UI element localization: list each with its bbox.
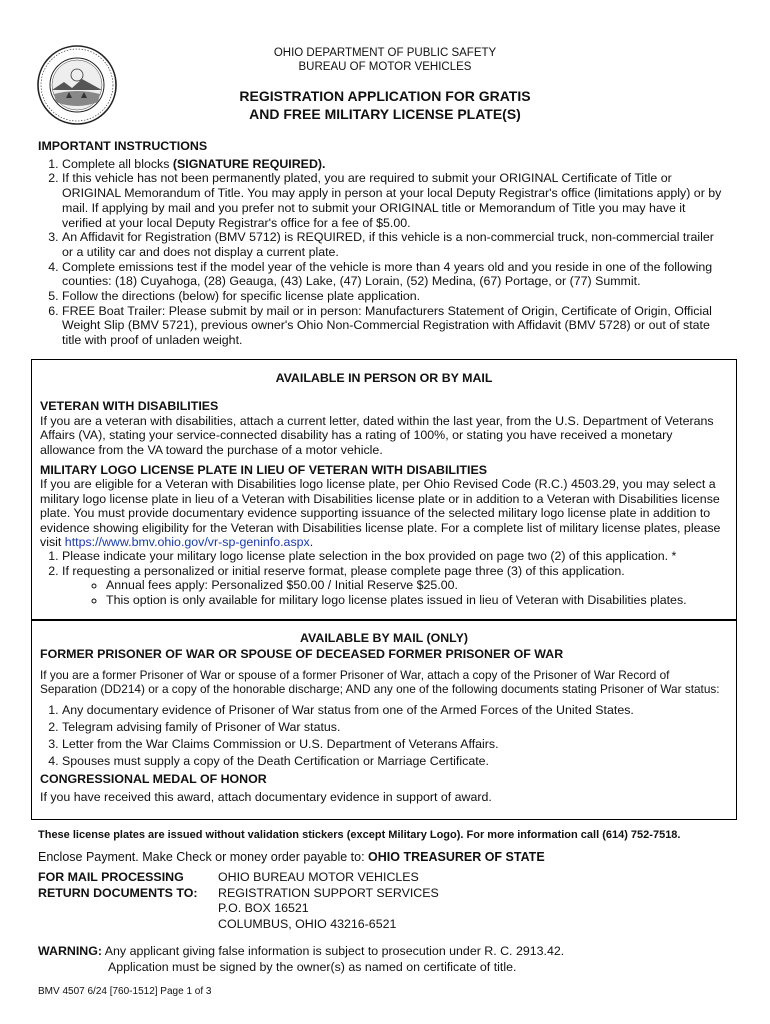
signature-required-text: (SIGNATURE REQUIRED). [172, 156, 326, 171]
instruction-item [62, 157, 728, 172]
mailing-label-line: FOR MAIL PROCESSING [38, 870, 184, 884]
bmv-link[interactable]: https://www.bmv.ohio.gov/vr-sp-geninfo.aspx [64, 535, 310, 550]
address-line: OHIO BUREAU MOTOR VEHICLES [218, 870, 419, 884]
period: . [309, 535, 314, 550]
medal-of-honor-text: If you have received this award, attach documentary evidence in support of award. [40, 790, 492, 805]
address-line: REGISTRATION SUPPORT SERVICES [218, 885, 439, 900]
form-title-line1: REGISTRATION APPLICATION FOR GRATIS [239, 88, 531, 104]
in-person-or-mail-section [31, 359, 737, 620]
important-instructions [38, 139, 728, 348]
list-item: 1. Please indicate your military logo license plate selection in the box provided on page two (2) of this application. * [62, 549, 728, 563]
payee-name: OHIO TREASURER OF STATE [368, 850, 545, 864]
mailing-address [218, 870, 518, 932]
list-item: 4. Spouses must supply a copy of the Death Certification or Marriage Certificate. [62, 753, 728, 770]
instruction-item: 3. An Affidavit for Registration (BMV 5712) is REQUIRED, if this vehicle is a non-commercial truck, non-commercial trailer or a utility car and does not display a current plate. [62, 230, 728, 259]
instructions-heading: IMPORTANT INSTRUCTIONS [38, 139, 208, 153]
veteran-text: If you are a veteran with disabilities, attach a current letter, dated within the last year, from the U.S. Department of Veterans Affairs (VA), stating your service-connected disability has a rating of 100%, or stating you have received a monetary allowance from the VA toward the purchase of a motor vehicle. [40, 413, 714, 457]
list-item: ◦ Annual fees apply: Personalized $50.00 / Initial Reserve $25.00. [106, 578, 728, 592]
mailing-label-line: RETURN DOCUMENTS TO: [38, 885, 198, 900]
instruction-item: 6. FREE Boat Trailer: Please submit by mail or in person: Manufacturers Statement of Origin, Certificate of Origin, Official Weight Slip (BMV 5721), previous owner's Ohio Non-Commercial Registration with Affidavit (BMV 5728) or out of state title with proof of unladen weight. [62, 304, 728, 348]
instruction-text: Complete all blocks [62, 156, 173, 171]
mail-only-section [31, 620, 737, 820]
address-line: P.O. BOX 16521 [218, 901, 309, 915]
military-logo-heading: MILITARY LOGO LICENSE PLATE IN LIEU OF VETERAN WITH DISABILITIES [40, 463, 487, 478]
medal-of-honor-heading: CONGRESSIONAL MEDAL OF HONOR [40, 771, 267, 786]
military-logo-body: If you are eligible for a Veteran with Disabilities logo license plate, per Ohio Revised Code (R.C.) 4503.29, you may select a military logo license plate in lieu of a Veteran with Disabilities license plate or in addition to a Veteran with Disabilities license plate. You must provide documentary evidence supporting issuance of the selected military logo license plate in addition to evidence showing eligibility for the Veteran with Disabilities license plate. For a complete list of military license plates, please visit [40, 477, 721, 550]
form-id: BMV 4507 6/24 [760-1512] Page 1 of 3 [38, 986, 212, 997]
bureau-name: BUREAU OF MOTOR VEHICLES [298, 61, 472, 73]
instruction-item: 4. Complete emissions test if the model year of the vehicle is more than 4 years old and you reside in one of the following counties: (18) Cuyahoga, (28) Geauga, (43) Lake, (47) Lorain, (52) Medina, (67) Portage, or (77) Summit. [62, 260, 728, 289]
validation-note: These license plates are issued without validation stickers (except Military Logo). For more information call (614) 752-7518. [38, 829, 681, 841]
department-name: OHIO DEPARTMENT OF PUBLIC SAFETY [273, 47, 497, 59]
list-item: 1. Any documentary evidence of Prisoner of War status from one of the Armed Forces of the United States. [62, 702, 728, 719]
payment-instructions [38, 850, 545, 864]
warning-label: WARNING: [38, 944, 103, 958]
payment-text: Enclose Payment. Make Check or money order payable to: [38, 850, 369, 864]
mailing-label [38, 870, 218, 901]
instruction-item: 5. Follow the directions (below) for specific license plate application. [62, 289, 728, 304]
form-title-line2: AND FREE MILITARY LICENSE PLATE(S) [249, 106, 521, 122]
address-line: COLUMBUS, OHIO 43216-6521 [218, 916, 397, 931]
warning-text: Any applicant giving false information is subject to prosecution under R. C. 2913.42. [102, 944, 565, 958]
section-heading: AVAILABLE IN PERSON OR BY MAIL [275, 371, 493, 385]
warning-text: Application must be signed by the owner(s) as named on certificate of title. [108, 959, 517, 974]
list-item: 2. Telegram advising family of Prisoner of War status. [62, 719, 728, 736]
pow-heading: FORMER PRISONER OF WAR OR SPOUSE OF DECEASED FORMER PRISONER OF WAR [40, 647, 564, 662]
list-item: 2. If requesting a personalized or initial reserve format, please complete page three (3) of this application. [62, 564, 728, 578]
form-title [0, 87, 770, 123]
list-item: 3. Letter from the War Claims Commission or U.S. Department of Veterans Affairs. [62, 736, 728, 753]
warning-block [38, 944, 564, 975]
military-logo-text [40, 477, 728, 549]
instruction-item: 2. If this vehicle has not been permanently plated, you are required to submit your ORIGINAL Certificate of Title or ORIGINAL Memorandum of Title. You may apply in person at your local Deputy Registrar's office (limitations apply) or by mail. If applying by mail and you prefer not to submit your ORIGINAL title or Memorandum of Title you may have it verified at your local Deputy Registrar's office for a fee of $5.00. [62, 171, 728, 230]
veteran-heading: VETERAN WITH DISABILITIES [40, 399, 219, 414]
list-item: ◦ This option is only available for military logo license plates issued in lieu of Veteran with Disabilities plates. [106, 593, 728, 607]
section-heading: AVAILABLE BY MAIL (ONLY) [300, 631, 468, 645]
pow-text: If you are a former Prisoner of War or spouse of a former Prisoner of War, attach a copy of the Prisoner of War Record of Separation (DD214) or a copy of the honorable discharge; AND any one of the following documents stating Prisoner of War status: [40, 667, 720, 697]
